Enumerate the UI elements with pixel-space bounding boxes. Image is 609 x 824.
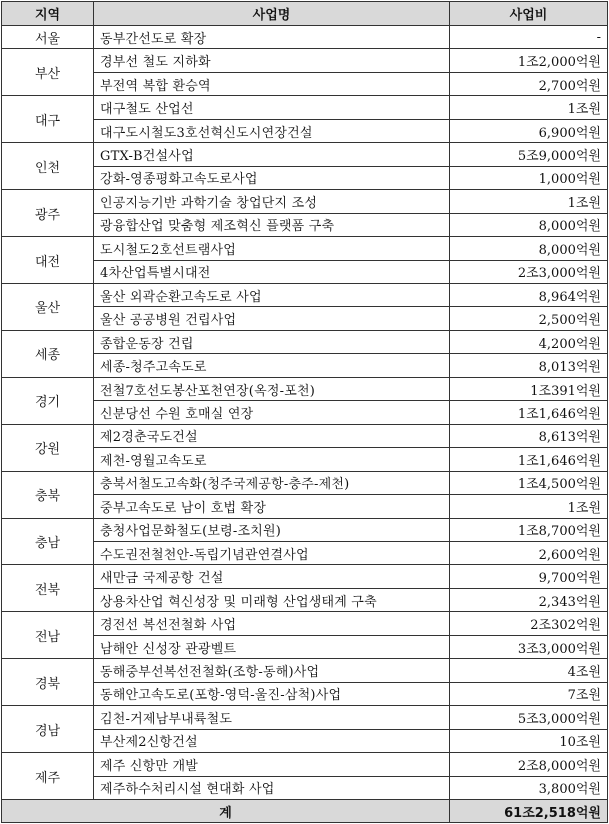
project-cost-cell: 2조8,000억원: [450, 753, 608, 776]
project-name-cell: 전철7호선도봉산포천연장(옥정-포천): [94, 377, 450, 400]
table-row: [2, 612, 608, 635]
region-cell: 인천: [2, 143, 94, 190]
project-name-cell: 대구도시철도3호선혁신도시연장건설: [94, 119, 450, 142]
column-header-cost: 사업비: [450, 2, 608, 26]
project-cost-cell: 1조391억원: [450, 377, 608, 400]
project-cost-cell: 6,900억원: [450, 119, 608, 142]
region-cell: 경남: [2, 706, 94, 753]
region-cell: 강원: [2, 424, 94, 471]
region-cell: 부산: [2, 49, 94, 96]
region-cell: 충북: [2, 471, 94, 518]
project-name-cell: 광융합산업 맞춤형 제조혁신 플랫폼 구축: [94, 213, 450, 236]
project-cost-cell: 5조3,000억원: [450, 706, 608, 729]
region-cell: 대구: [2, 96, 94, 143]
region-cell: 제주: [2, 753, 94, 800]
table-row: [2, 283, 608, 306]
table-row: [2, 49, 608, 72]
project-cost-cell: 8,000억원: [450, 213, 608, 236]
project-cost-cell: 10조원: [450, 729, 608, 752]
project-name-cell: 동해중부선복선전철화(조항-동해)사업: [94, 659, 450, 682]
project-name-cell: 부전역 복합 환승역: [94, 72, 450, 95]
project-name-cell: 동부간선도로 확장: [94, 26, 450, 49]
project-name-cell: 제2경춘국도건설: [94, 424, 450, 447]
project-cost-cell: 2,600억원: [450, 541, 608, 564]
project-cost-cell: 1조8,700억원: [450, 518, 608, 541]
project-name-cell: GTX-B건설사업: [94, 143, 450, 166]
project-cost-cell: 3조3,000억원: [450, 635, 608, 658]
table-row: [2, 753, 608, 776]
project-name-cell: 상용차산업 혁신성장 및 미래형 산업생태계 구축: [94, 588, 450, 611]
project-cost-cell: 2,700억원: [450, 72, 608, 95]
project-name-cell: 수도권전철천안-독립기념관연결사업: [94, 541, 450, 564]
project-cost-cell: 7조원: [450, 682, 608, 705]
project-name-cell: 충청사업문화철도(보령-조치원): [94, 518, 450, 541]
column-header-region: 지역: [2, 2, 94, 26]
project-name-cell: 남해안 신성장 관광벨트: [94, 635, 450, 658]
project-cost-cell: 1조원: [450, 190, 608, 213]
table-row: [2, 706, 608, 729]
column-header-project: 사업명: [94, 2, 450, 26]
project-cost-cell: 1,000억원: [450, 166, 608, 189]
project-cost-cell: 2,500억원: [450, 307, 608, 330]
table-footer: [2, 800, 608, 823]
project-name-cell: 중부고속도로 남이 호법 확장: [94, 495, 450, 518]
project-cost-cell: 1조원: [450, 495, 608, 518]
region-cell: 충남: [2, 518, 94, 565]
project-name-cell: 부산제2신항건설: [94, 729, 450, 752]
header-row: [2, 2, 608, 26]
project-name-cell: 새만금 국제공항 건설: [94, 565, 450, 588]
project-name-cell: 김천-거제남부내륙철도: [94, 706, 450, 729]
region-cell: 대전: [2, 237, 94, 284]
project-cost-cell: 1조원: [450, 96, 608, 119]
table-row: [2, 330, 608, 353]
table-row: [2, 518, 608, 541]
project-cost-cell: 2조302억원: [450, 612, 608, 635]
table-row: [2, 237, 608, 260]
project-cost-cell: 8,000억원: [450, 237, 608, 260]
project-cost-cell: 8,964억원: [450, 283, 608, 306]
project-cost-cell: 4,200억원: [450, 330, 608, 353]
region-cell: 전남: [2, 612, 94, 659]
total-cost: 61조2,518억원: [450, 800, 608, 823]
project-name-cell: 경부선 철도 지하화: [94, 49, 450, 72]
project-name-cell: 강화-영종평화고속도로사업: [94, 166, 450, 189]
project-cost-cell: 3,800억원: [450, 776, 608, 800]
project-name-cell: 종합운동장 건립: [94, 330, 450, 353]
table-row: [2, 143, 608, 166]
region-cell: 경기: [2, 377, 94, 424]
table-row: [2, 424, 608, 447]
table-header: [2, 2, 608, 26]
project-name-cell: 동해안고속도로(포항-영덕-울진-삼척)사업: [94, 682, 450, 705]
project-cost-table: [1, 1, 608, 823]
project-name-cell: 대구철도 산업선: [94, 96, 450, 119]
table-row: [2, 26, 608, 49]
project-cost-cell: 9,700억원: [450, 565, 608, 588]
table-row: [2, 565, 608, 588]
project-name-cell: 경전선 복선전철화 사업: [94, 612, 450, 635]
project-name-cell: 신분당선 수원 호매실 연장: [94, 401, 450, 424]
project-name-cell: 인공지능기반 과학기술 창업단지 조성: [94, 190, 450, 213]
table-body: [2, 26, 608, 800]
project-cost-cell: 1조4,500억원: [450, 471, 608, 494]
total-row: [2, 800, 608, 823]
project-name-cell: 제천-영월고속도로: [94, 448, 450, 471]
project-name-cell: 울산 공공병원 건립사업: [94, 307, 450, 330]
project-cost-cell: 8,013억원: [450, 354, 608, 377]
table-row: [2, 190, 608, 213]
project-cost-cell: 5조9,000억원: [450, 143, 608, 166]
project-name-cell: 제주 신항만 개발: [94, 753, 450, 776]
project-name-cell: 울산 외곽순환고속도로 사업: [94, 283, 450, 306]
region-cell: 울산: [2, 283, 94, 330]
region-cell: 경북: [2, 659, 94, 706]
region-cell: 서울: [2, 26, 94, 49]
region-cell: 세종: [2, 330, 94, 377]
project-cost-cell: 8,613억원: [450, 424, 608, 447]
table-row: [2, 659, 608, 682]
project-cost-cell: -: [450, 26, 608, 49]
project-name-cell: 도시철도2호선트램사업: [94, 237, 450, 260]
project-name-cell: 4차산업특별시대전: [94, 260, 450, 283]
project-name-cell: 세종-청주고속도로: [94, 354, 450, 377]
project-cost-cell: 2,343억원: [450, 588, 608, 611]
project-cost-cell: 4조원: [450, 659, 608, 682]
table-row: [2, 377, 608, 400]
table-row: [2, 471, 608, 494]
project-cost-cell: 1조1,646억원: [450, 401, 608, 424]
project-name-cell: 충북서철도고속화(청주국제공항-충주-제천): [94, 471, 450, 494]
project-name-cell: 제주하수처리시설 현대화 사업: [94, 776, 450, 800]
region-cell: 광주: [2, 190, 94, 237]
project-cost-cell: 1조1,646억원: [450, 448, 608, 471]
total-label: 계: [2, 800, 450, 823]
project-cost-cell: 1조2,000억원: [450, 49, 608, 72]
table-row: [2, 96, 608, 119]
region-cell: 전북: [2, 565, 94, 612]
project-cost-cell: 2조3,000억원: [450, 260, 608, 283]
